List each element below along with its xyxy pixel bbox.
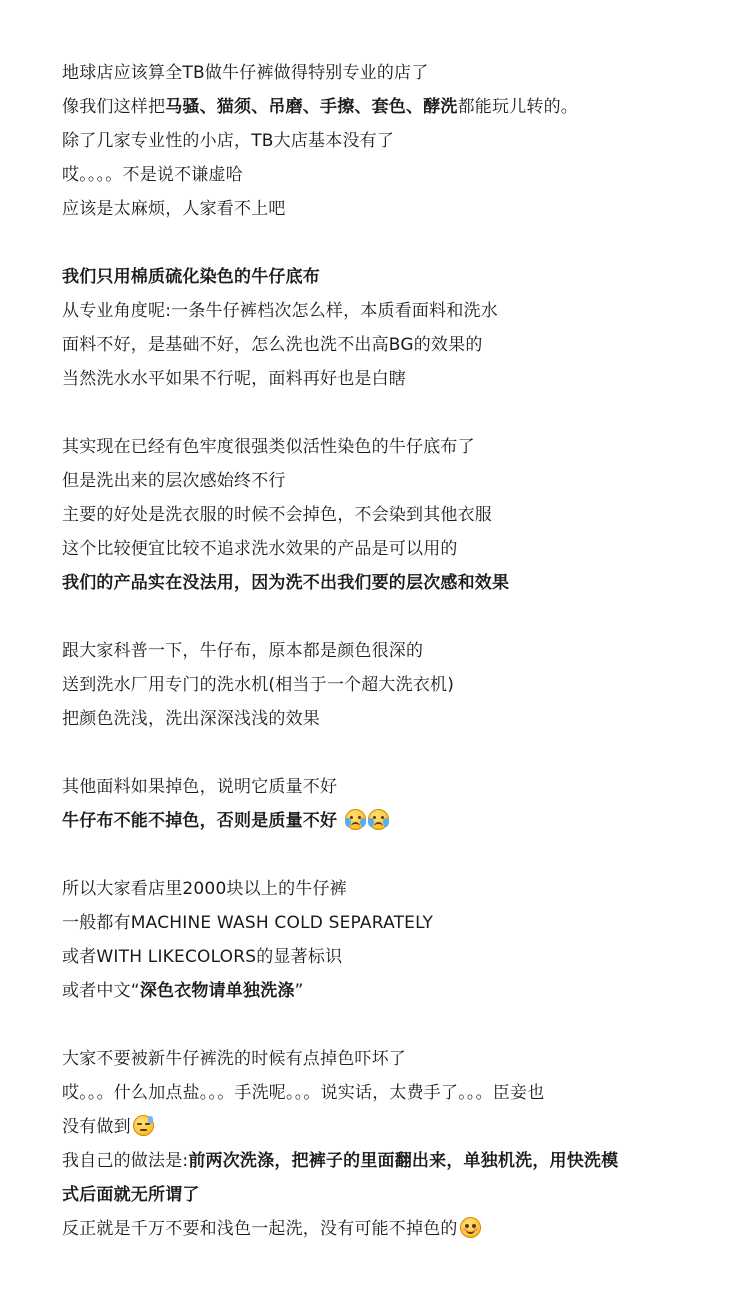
text-span: 反正就是千万不要和浅色一起洗，没有可能不掉色的: [62, 1219, 458, 1239]
loudly-crying-face-icon: [368, 809, 389, 830]
text-line: 或者WITH LIKECOLORS的显著标识: [62, 947, 343, 967]
section-heading: 我们只用棉质硫化染色的牛仔底布: [62, 267, 320, 287]
text-line: 其他面料如果掉色，说明它质量不好: [62, 777, 338, 797]
text-span: 像我们这样把: [62, 97, 166, 117]
text-line: 哎。。。什么加点盐。。。手洗呢。。。说实话，太费手了。。。臣妾也: [62, 1083, 545, 1103]
text-line: [62, 804, 692, 838]
text-line: 所以大家看店里2000块以上的牛仔裤: [62, 879, 347, 899]
text-span: 我自己的做法是:: [62, 1151, 189, 1171]
bold-text: 深色衣物请单独洗涤: [139, 981, 295, 1001]
bold-text: 前两次洗涤，把裤子的里面翻出来，单独机洗，用快洗模: [188, 1151, 619, 1171]
bold-text: 式后面就无所谓了: [62, 1185, 200, 1205]
text-line: 面料不好，是基础不好，怎么洗也洗不出高BG的效果的: [62, 335, 483, 355]
text-line: 大家不要被新牛仔裤洗的时候有点掉色吓坏了: [62, 1049, 406, 1069]
text-line: 把颜色洗浅，洗出深深浅浅的效果: [62, 709, 320, 729]
loudly-crying-face-icon: [345, 809, 366, 830]
paragraph-gap: [62, 396, 692, 430]
bold-statement: 我们的产品实在没法用，因为洗不出我们要的层次感和效果: [62, 573, 510, 593]
bold-statement: 牛仔布不能不掉色，否则是质量不好: [62, 811, 338, 831]
text-line: 但是洗出来的层次感始终不行: [62, 471, 286, 491]
text-line: [62, 974, 692, 1008]
text-line: 跟大家科普一下，牛仔布，原本都是颜色很深的: [62, 641, 424, 661]
text-line: 这个比较便宜比较不追求洗水效果的产品是可以用的: [62, 539, 458, 559]
text-line: [62, 1212, 692, 1246]
downcast-face-with-sweat-icon: [133, 1115, 154, 1136]
text-span: ”: [294, 981, 304, 1001]
text-line: [62, 90, 692, 124]
smiling-face-icon: [460, 1217, 481, 1238]
text-line: 送到洗水厂用专门的洗水机(相当于一个超大洗衣机): [62, 675, 455, 695]
text-line: 除了几家专业性的小店，TB大店基本没有了: [62, 131, 395, 151]
paragraph-gap: [62, 736, 692, 770]
text-line: 应该是太麻烦，人家看不上吧: [62, 199, 286, 219]
text-span: 都能玩儿转的。: [457, 97, 579, 117]
text-line: 地球店应该算全TB做牛仔裤做得特别专业的店了: [62, 63, 429, 83]
paragraph-gap: [62, 838, 692, 872]
text-line: 其实现在已经有色牢度很强类似活性染色的牛仔底布了: [62, 437, 475, 457]
text-line: [62, 1144, 692, 1178]
text-span: 没有做到: [62, 1117, 131, 1137]
article-body: [62, 56, 692, 1246]
text-span: 或者中文“: [62, 981, 140, 1001]
text-line: 一般都有MACHINE WASH COLD SEPARATELY: [62, 913, 434, 933]
paragraph-gap: [62, 1008, 692, 1042]
paragraph-gap: [62, 226, 692, 260]
text-line: 主要的好处是洗衣服的时候不会掉色，不会染到其他衣服: [62, 505, 492, 525]
bold-text: 马骚、猫须、吊磨、手擦、套色、酵洗: [165, 97, 458, 117]
text-line: 哎。。。。不是说不谦虚哈: [62, 165, 243, 185]
text-line: 从专业角度呢:一条牛仔裤档次怎么样，本质看面料和洗水: [62, 301, 498, 321]
text-line: [62, 1110, 692, 1144]
paragraph-gap: [62, 600, 692, 634]
text-line: 当然洗水水平如果不行呢，面料再好也是白瞎: [62, 369, 406, 389]
